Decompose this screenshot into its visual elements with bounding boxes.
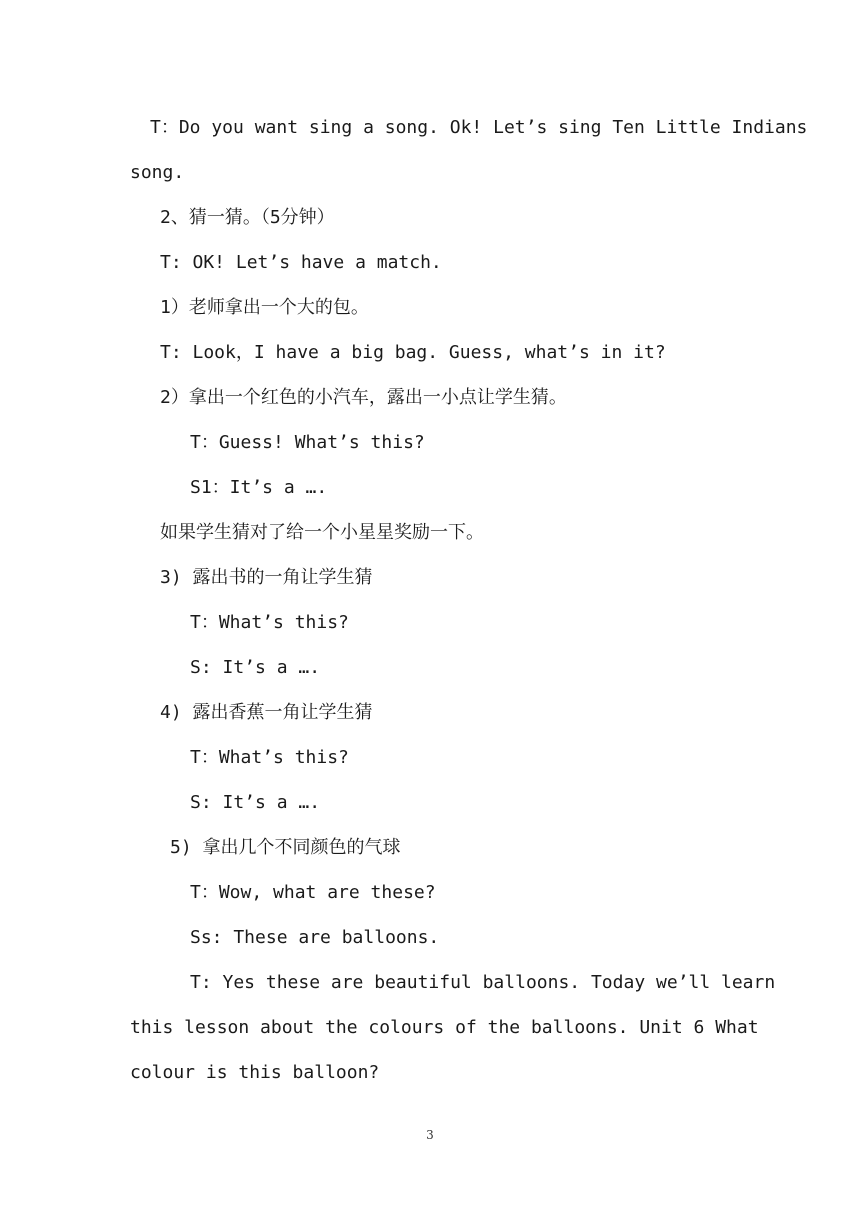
text-line-14: 4) 露出香蕉一角让学生猜: [160, 702, 373, 723]
text-line-4: T: OK! Let’s have a match.: [160, 252, 442, 273]
text-line-3: 2、猜一猜。（5分钟）: [160, 207, 335, 228]
text-line-2: song.: [130, 162, 185, 183]
text-line-7: 2）拿出一个红色的小汽车，露出一小点让学生猜。: [160, 387, 567, 408]
text-line-22: colour is this balloon?: [130, 1062, 380, 1083]
text-line-6: T: Look，I have a big bag. Guess, what’s in it?: [160, 342, 666, 363]
page-number: 3: [426, 1128, 434, 1142]
text-line-21: this lesson about the colours of the balloons. Unit 6 What: [130, 1017, 759, 1038]
text-line-10: 如果学生猜对了给一个小星星奖励一下。: [160, 522, 484, 543]
text-line-18: T：Wow, what are these?: [190, 882, 436, 903]
text-line-20: T: Yes these are beautiful balloons. Today we’ll learn: [190, 972, 776, 993]
text-line-8: T：Guess! What’s this?: [190, 432, 425, 453]
text-line-17: 5) 拿出几个不同颜色的气球: [170, 837, 401, 858]
text-line-15: T：What’s this?: [190, 747, 349, 768]
text-line-11: 3) 露出书的一角让学生猜: [160, 567, 373, 588]
text-line-19: Ss: These are balloons.: [190, 927, 440, 948]
text-line-1: T：Do you want sing a song. Ok! Let’s sing Ten Little Indians: [150, 117, 808, 138]
text-line-5: 1）老师拿出一个大的包。: [160, 297, 369, 318]
text-line-12: T：What’s this?: [190, 612, 349, 633]
text-line-13: S: It’s a ….: [190, 657, 321, 678]
text-line-9: S1：It’s a ….: [190, 477, 328, 498]
text-line-16: S: It’s a ….: [190, 792, 321, 813]
